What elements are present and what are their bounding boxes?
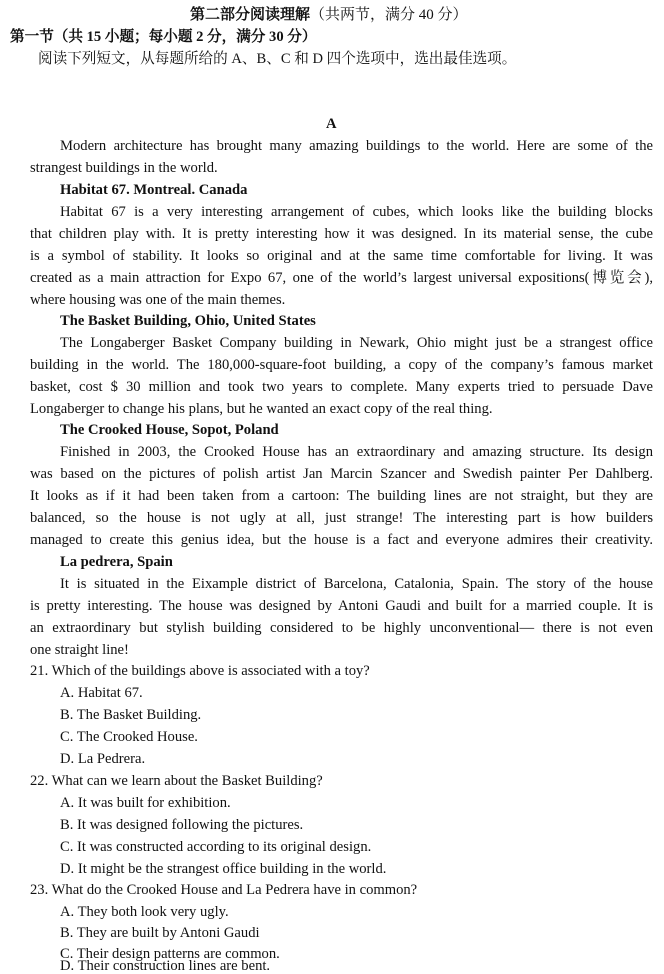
passage-line: managed to create this genius idea, but the house is a fact and everyone admires their creativity.	[30, 532, 653, 548]
answer-option: A. It was built for exhibition.	[60, 795, 231, 811]
section-heading: Habitat 67. Montreal. Canada	[60, 182, 248, 198]
answer-option: C. Their design patterns are common.	[60, 946, 280, 962]
passage-line: The Longaberger Basket Company building in Newark, Ohio might just be a strangest office	[60, 335, 653, 351]
passage-line: that children play with. It is pretty interesting how it was designed. In its material sense, the cube	[30, 226, 653, 242]
passage-line: basket, cost $ 30 million and took two years to complete. Many experts tried to persuade Dave	[30, 379, 653, 395]
answer-option: A. They both look very ugly.	[60, 904, 229, 920]
passage-line: Habitat 67 is a very interesting arrangement of cubes, which looks like the building blocks	[60, 204, 653, 220]
passage-line: was based on the pictures of polish artist Jan Marcin Szancer and Swedish painter Per Dahlberg.	[30, 466, 653, 482]
answer-option: D. Their construction lines are bent.	[60, 958, 271, 974]
answer-option: C. It was constructed according to its original design.	[60, 839, 372, 855]
passage-line: It is situated in the Eixample district of Barcelona, Catalonia, Spain. The story of the house	[60, 576, 653, 592]
section-heading: The Crooked House, Sopot, Poland	[60, 422, 279, 438]
answer-option: D. It might be the strangest office building in the world.	[60, 861, 387, 877]
passage-line: where housing was one of the main themes.	[30, 292, 286, 308]
answer-option: A. Habitat 67.	[60, 685, 143, 701]
passage-line: is pretty interesting. The house was designed by Antoni Gaudi and built for a married couple. It is	[30, 598, 653, 614]
section-title: 第一节（共 15 小题；每小题 2 分，满分 30 分）	[10, 29, 317, 45]
instruction: 阅读下列短文，从每题所给的 A、B、C 和 D 四个选项中，选出最佳选项。	[38, 51, 517, 67]
question-stem: 21. Which of the buildings above is associated with a toy?	[30, 663, 370, 679]
answer-option: B. It was designed following the pictures.	[60, 817, 304, 833]
passage-line: one straight line!	[30, 642, 129, 658]
question-stem: 22. What can we learn about the Basket Building?	[30, 773, 323, 789]
section-heading: The Basket Building, Ohio, United States	[60, 313, 316, 329]
answer-option: C. The Crooked House.	[60, 729, 198, 745]
passage-line: balanced, so the house is not ugly at all, just strange! The interesting part is how builders	[30, 510, 653, 526]
section-heading: La pedrera, Spain	[60, 554, 173, 570]
answer-option: D. La Pedrera.	[60, 751, 146, 767]
intro-line: Modern architecture has brought many amazing buildings to the world. Here are some of the	[60, 138, 653, 154]
part-title	[190, 5, 468, 25]
passage-label: A	[326, 116, 337, 132]
passage-line: Finished in 2003, the Crooked House has an extraordinary and amazing structure. Its design	[60, 444, 653, 460]
passage-line: an extraordinary but stylish building considered to be highly unconventional— there is not even	[30, 620, 653, 636]
intro-line: strangest buildings in the world.	[30, 160, 218, 176]
part-title-note: （共两节，满分 40 分）	[310, 7, 468, 23]
passage-line: building in the world. The 180,000-square-foot building, a copy of the company’s famous market	[30, 357, 653, 373]
passage-line: Longaberger to change his plans, but he wanted an exact copy of the real thing.	[30, 401, 493, 417]
answer-option: B. The Basket Building.	[60, 707, 202, 723]
answer-option: B. They are built by Antoni Gaudi	[60, 925, 260, 941]
part-title-main: 第二部分阅读理解	[190, 7, 311, 23]
passage-line: is a symbol of stability. It looks so original and at the same time comfortable for living. It was	[30, 248, 653, 264]
passage-line: created as a main attraction for Expo 67, one of the world’s largest universal expositions(博览会),	[30, 270, 653, 286]
passage-line: It looks as if it had been taken from a cartoon: The building lines are not straight, but they are	[30, 488, 653, 504]
question-stem: 23. What do the Crooked House and La Pedrera have in common?	[30, 882, 418, 898]
